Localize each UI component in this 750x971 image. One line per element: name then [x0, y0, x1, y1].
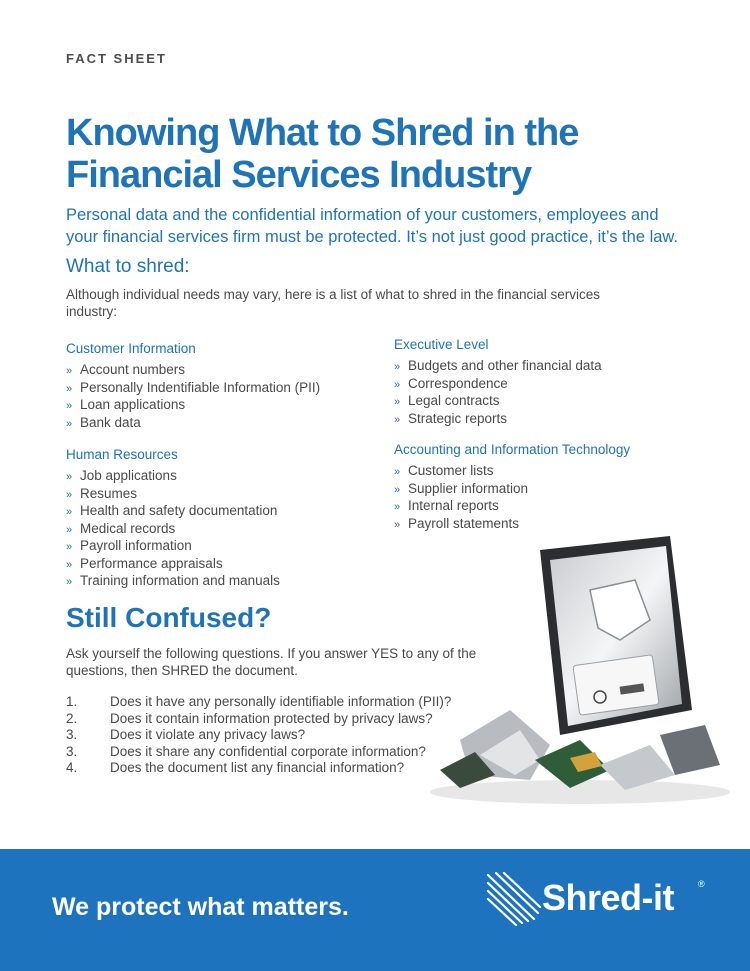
- what-to-shred-heading: What to shred:: [66, 256, 190, 277]
- still-confused-heading: Still Confused?: [66, 602, 272, 633]
- list-item: » Supplier information: [394, 481, 630, 499]
- chevron-right-icon: »: [66, 488, 73, 501]
- list-item: » Account numbers: [66, 362, 320, 380]
- list-item: 3. Does it violate any privacy laws?: [66, 727, 306, 742]
- ask-paragraph: Ask yourself the following questions. If you answer YES to any of the questions, then SHRED the document.: [66, 646, 477, 678]
- chevron-right-icon: »: [66, 523, 73, 536]
- chevron-right-icon: »: [66, 471, 73, 483]
- list-item: » Resumes: [66, 486, 280, 504]
- list-item: » Customer lists: [394, 463, 630, 481]
- chevron-right-icon: »: [394, 361, 401, 373]
- chevron-right-icon: »: [66, 400, 73, 412]
- list-item: » Training information and manuals: [66, 573, 280, 591]
- footer-band: [0, 849, 750, 971]
- question-list: [66, 694, 451, 777]
- chevron-right-icon: »: [394, 396, 401, 408]
- registered-mark: ®: [698, 879, 705, 889]
- list-item: » Performance appraisals: [66, 556, 280, 574]
- brand-logo: [486, 869, 716, 929]
- chevron-right-icon: »: [66, 365, 73, 377]
- page-title: Knowing What to Shred in the Financial Services Industry: [66, 112, 579, 196]
- chevron-right-icon: »: [66, 382, 73, 395]
- chevron-right-icon: »: [394, 466, 401, 478]
- what-to-shred-lead: Although individual needs may vary, here is a list of what to shred in the financial services industry:: [66, 287, 601, 319]
- chevron-right-icon: »: [66, 506, 73, 518]
- list-item: » Job applications: [66, 468, 280, 486]
- list-item: » Strategic reports: [394, 411, 602, 429]
- list-item: » Health and safety documentation: [66, 503, 280, 521]
- item-list: [66, 362, 320, 432]
- list-item: » Correspondence: [394, 376, 602, 394]
- chevron-right-icon: »: [394, 378, 401, 391]
- list-item: » Bank data: [66, 415, 320, 433]
- shred-lines-icon: [486, 869, 542, 929]
- group-executive-level: [394, 336, 602, 428]
- group-title: Accounting and Information Technology: [394, 442, 631, 457]
- list-item: » Loan applications: [66, 397, 320, 415]
- group-accounting-it: [394, 441, 630, 533]
- item-list: [66, 468, 280, 591]
- list-item: 4. Does the document list any financial information?: [66, 760, 405, 775]
- chevron-right-icon: »: [66, 417, 73, 430]
- list-item: » Internal reports: [394, 498, 630, 516]
- group-title: Human Resources: [66, 447, 178, 462]
- list-item: » Payroll statements: [394, 516, 630, 534]
- footer-tagline: We protect what matters.: [52, 893, 349, 921]
- group-title: Executive Level: [394, 337, 489, 352]
- chevron-right-icon: »: [394, 413, 401, 426]
- item-list: [394, 463, 630, 533]
- group-human-resources: [66, 446, 280, 591]
- list-item: » Payroll information: [66, 538, 280, 556]
- list-item: » Legal contracts: [394, 393, 602, 411]
- list-item: 3. Does it share any confidential corporate information?: [66, 743, 426, 759]
- list-item: 2. Does it contain information protected by privacy laws?: [66, 710, 433, 726]
- intro-paragraph: Personal data and the confidential information of your customers, employees and your financial services firm must be protected. It’s not just good practice, it’s the law.: [66, 206, 679, 246]
- brand-name: Shred-it: [542, 877, 675, 918]
- chevron-right-icon: »: [394, 501, 401, 513]
- item-list: [394, 358, 602, 428]
- group-customer-information: [66, 340, 320, 432]
- list-item: » Budgets and other financial data: [394, 358, 602, 376]
- chevron-right-icon: »: [394, 483, 401, 496]
- chevron-right-icon: »: [66, 576, 73, 588]
- list-item: » Medical records: [66, 521, 280, 539]
- chevron-right-icon: »: [66, 541, 73, 553]
- list-item: 1. Does it have any personally identifiable information (PII)?: [66, 694, 452, 709]
- group-title: Customer Information: [66, 341, 196, 356]
- chevron-right-icon: »: [394, 518, 401, 531]
- eyebrow-label: FACT SHEET: [66, 51, 167, 66]
- list-item: » Personally Indentifiable Information (PII): [66, 380, 320, 398]
- chevron-right-icon: »: [66, 558, 73, 571]
